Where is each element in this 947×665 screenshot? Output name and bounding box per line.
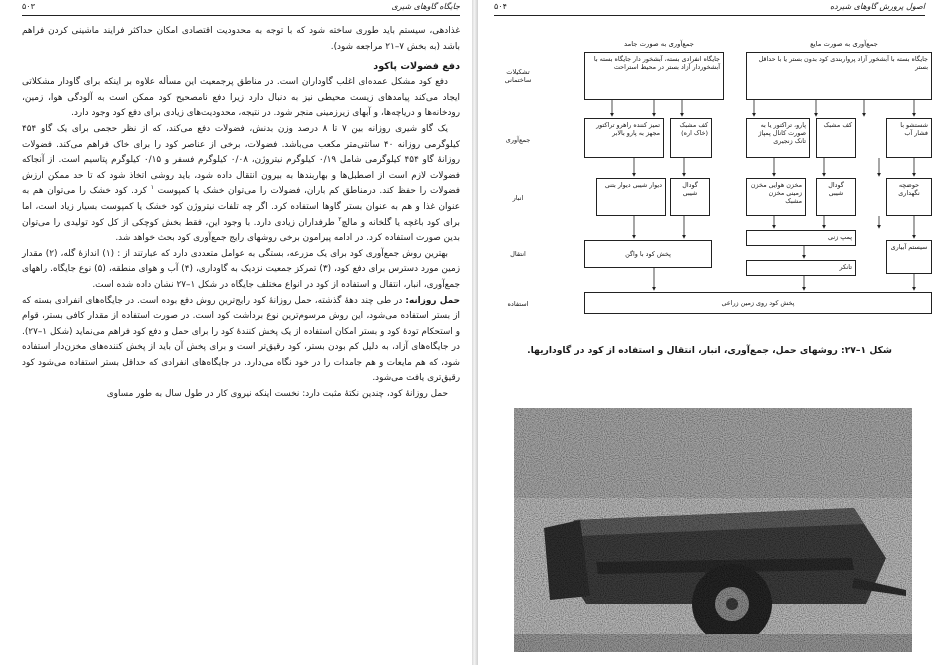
row-label: انتقال: [510, 250, 526, 258]
header-solid: جمع‌آوری به صورت جامد: [624, 40, 694, 48]
box-collect-slatted-sawdust: کف مشبک (خاک اره): [670, 118, 712, 158]
left-page: [0, 0, 472, 665]
paragraph: [22, 122, 460, 247]
right-page: [478, 0, 947, 665]
row-label: استفاده: [507, 300, 529, 308]
box-structure-solid: جایگاه انفرادی بسته، آبشخور دار جایگاه بسته با آبشخوردار آزاد بستر در محیط استراحت: [584, 52, 724, 100]
box-tanker: تانکر: [746, 260, 856, 276]
box-pump: پمپ زنی: [746, 230, 856, 246]
running-title: اصول پرورش گاوهای شیرده: [829, 2, 925, 11]
box-store-pit: گودال شیبی: [670, 178, 710, 216]
box-collect-scraper: تمیز کننده راهرو تراکتور مجهز به پارو بالابر: [584, 118, 664, 158]
page-number: ۵۰۴: [494, 2, 507, 11]
body-text: [22, 24, 460, 403]
paragraph-text: کرد. کود خشک را می‌توان هم به عنوان غذا و هم به عنوان بستر گاوها استفاده کرد. اگر چه تلفات نیتروژن کود خشک یا کمپوست بسیار زیاد است، اما برای کود باغچه یا گلخانه و مالچ: [22, 186, 460, 228]
manure-spreader-photo: [514, 408, 912, 652]
box-collect-flush: شستشو با فشار آب: [886, 118, 932, 158]
box-store-pit2: گودال شیبی: [816, 178, 856, 216]
box-spreader-wagon: پخش کود با واگن: [584, 240, 712, 268]
box-land-application: پخش کود روی زمین زراعی: [584, 292, 932, 314]
paragraph-text: یک گاو شیری روزانه بین ۷ تا ۸ درصد وزن بدنش، فضولات دفع می‌کند، که از نظر حجمی برای یک گاو ۴۵۴ کیلوگرمی روزانه ۴۰ سانتی‌متر مکعب می‌باشد. فضولات، برخی از عناصر کود را برای خاک فراهم می‌کند. فضولات روزانهٔ گاو ۴۵۴ کیلوگرمی شامل ۰/۱۹ کیلوگرم نیتروژن، ۰/۰۸ کیلوگرم فسفر و ۰/۱۵ کیلوگرم پتاسیم است. از آنجاکه فضولات لازم است از اصطبل‌ها و بهاربندها به بیرون انتقال داده شود، باید روشی اتخاذ شود که تا حد ممکن ارزش فضولات را حفظ کند. درمناطق کم باران، فضولات را می‌توان خشک یا کمپوست: [22, 123, 460, 197]
row-label: انبار: [512, 194, 524, 202]
footnote-mark: ۲: [338, 215, 342, 223]
header-liquid: جمع‌آوری به صورت مایع: [810, 40, 878, 48]
box-store-wall: دیوار شیبی دیوار بتنی: [596, 178, 666, 216]
row-label: جمع‌آوری: [505, 136, 531, 144]
section-title: دفع فضولات پاکود: [373, 61, 460, 73]
box-store-lagoon: حوضچه نگهداری: [886, 178, 932, 216]
paragraph-text: طرفداران زیادی دارد. با وجود این، فقط بخش کوچکی از کل کود تولیدی را می‌توان بدین صورت استفاده کرد. در ادامه پیرامون برخی روشهای رایج جمع‌آوری کود بحث خواهد شد.: [22, 217, 460, 244]
box-store-tank: مخزن هوایی مخزن زمینی مخزن مشبک: [746, 178, 806, 216]
box-structure-liquid: جایگاه بسته با آبشخور آزاد پرواربندی کود بدون بستر یا با حداقل بستر: [746, 52, 932, 100]
footnote-mark: ۱: [150, 184, 154, 192]
box-collect-tractor: پارو، تراکتور یا به صورت کانال پمپاژ تانک زنجیری: [746, 118, 810, 158]
figure-caption: شکل ۱–۲۷: روشهای حمل، جمع‌آوری، انبار، انتقال و استفاده از کود در گاوداریها.: [527, 345, 892, 356]
intro-paragraph: غذادهی، سیستم باید طوری ساخته شود که با توجه به محدودیت اقتصادی امکان حداکثر فرایند ماشینی کردن فراهم باشد (به بخش ۷–۲۱ مراجعه شود).: [22, 26, 460, 52]
page-number: ۵۰۳: [22, 2, 35, 11]
photo-image: [514, 408, 912, 652]
box-irrigation: سیستم آبیاری: [886, 240, 932, 274]
box-collect-slatted: کف مشبک: [816, 118, 856, 158]
run-in-heading: حمل روزانه:: [405, 295, 460, 306]
paragraph: [22, 294, 460, 388]
running-head: [494, 0, 925, 16]
row-label: تشکیلات ساختمانی: [504, 68, 532, 84]
paragraph: بهترین روش جمع‌آوری کود برای یک مزرعه، بستگی به عوامل متعددی دارد که عبارتند از : (۱) اندازهٔ گله، (۲) مقدار زمین مورد دسترس برای دفع کود، (۳) تمرکز جمعیت نزدیک به گاوداری، (۴) آب و هوای منطقه، (۵) نوع جایگاه. راههای جمع‌آوری، انبار، انتقال و استفاده از کود در انواع مختلف جایگاه در شکل ۱–۲۷ نشان داده شده است.: [22, 248, 460, 290]
paragraph-text: در طی چند دههٔ گذشته، حمل روزانهٔ کود رایج‌ترین روش دفع بوده است. در جایگاه‌های انفرادی بسته که از بستر استفاده می‌شود، این روش مرسوم‌ترین نوع برداشت کود است. در صورت استفاده از مقدار کافی بستر، قوام و استحکام تودهٔ کود و بستر امکان استفاده از یک پخش کنندهٔ کود را برای حمل و دفع کود فراهم می‌نماید (شکل ۱–۲۷). در جایگاه‌های آزاد، به دلیل کم بودن بستر، کود رقیق‌تر است و برای پخش آن باید از پخش کننده‌های مخزن‌دار استفاده شود، که هم مایعات و هم جامدات را در خود نگاه می‌دارد. در جایگاه‌های انفرادی که حداقل بستر استفاده می‌شود کود رقیق‌تری یافت می‌شود.: [22, 295, 460, 384]
paragraph: حمل روزانهٔ کود، چندین نکتهٔ مثبت دارد: نخست اینکه نیروی کار در طول سال به طور مساوی: [106, 389, 448, 400]
manure-flow-diagram: [504, 38, 936, 328]
running-head: [22, 0, 460, 16]
paragraph: دفع کود مشکل عمده‌ای اغلب گاوداران است. در مناطق پرجمعیت این مسأله علاوه بر اینکه برای گاودار مشکلاتی ایجاد می‌کند پیامدهای زیست محیطی نیز به دنبال دارد زیرا دفع نامصحیح کود ممکن است به آلودگی هوا، زمین، رودخانه‌ها و دریاچه‌ها، و آبهای زیرزمینی منجر شود. در نتیجه، محدودیت‌های زیادی برای دفع کود وجود دارد.: [22, 77, 460, 119]
running-title: جایگاه گاوهای شیری: [391, 2, 460, 11]
